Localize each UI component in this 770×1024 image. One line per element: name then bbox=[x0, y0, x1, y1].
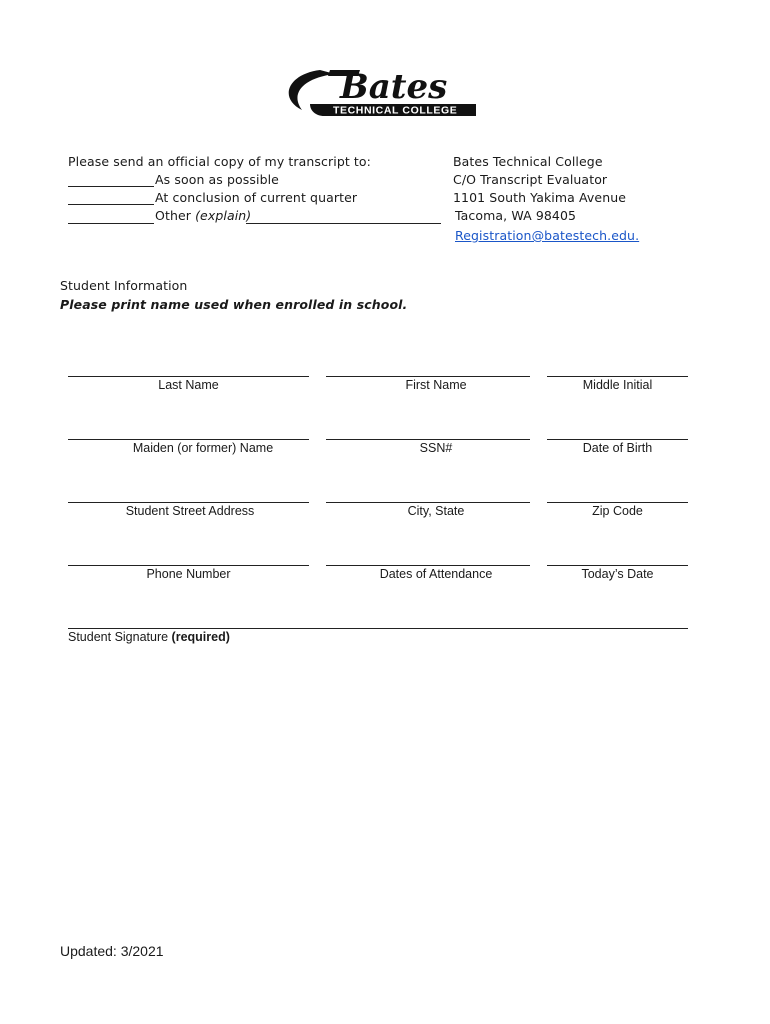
signature-text: Student Signature bbox=[68, 630, 172, 644]
bates-logo bbox=[280, 64, 480, 122]
signature-field[interactable] bbox=[68, 628, 688, 629]
quarter-option: At conclusion of current quarter bbox=[155, 190, 358, 205]
city-state-label: City, State bbox=[407, 504, 465, 518]
zip-field[interactable] bbox=[547, 502, 688, 503]
address-line1: Bates Technical College bbox=[453, 154, 603, 169]
request-intro: Please send an official copy of my transcript to: bbox=[68, 154, 371, 169]
last-name-label: Last Name bbox=[158, 378, 219, 392]
updated-date: Updated: 3/2021 bbox=[60, 943, 164, 959]
maiden-name-label: Maiden (or former) Name bbox=[132, 441, 274, 455]
logo-graphic bbox=[280, 64, 480, 122]
attendance-label: Dates of Attendance bbox=[379, 567, 493, 581]
other-option bbox=[155, 208, 251, 223]
zip-label: Zip Code bbox=[592, 504, 643, 518]
first-name-label: First Name bbox=[405, 378, 467, 392]
registration-email-link[interactable]: Registration@batestech.edu. bbox=[455, 228, 640, 243]
street-field[interactable] bbox=[68, 502, 309, 503]
today-field[interactable] bbox=[547, 565, 688, 566]
ssn-field[interactable] bbox=[326, 439, 530, 440]
other-blank[interactable] bbox=[68, 223, 154, 224]
student-info-note: Please print name used when enrolled in school. bbox=[60, 297, 408, 312]
other-explain-field[interactable] bbox=[246, 223, 441, 224]
street-label: Student Street Address bbox=[125, 504, 255, 518]
quarter-blank[interactable] bbox=[68, 204, 154, 205]
asap-option: As soon as possible bbox=[155, 172, 279, 187]
dob-label: Date of Birth bbox=[582, 441, 653, 455]
logo-subline: TECHNICAL COLLEGE bbox=[333, 104, 458, 117]
city-state-field[interactable] bbox=[326, 502, 530, 503]
attendance-field[interactable] bbox=[326, 565, 530, 566]
phone-field[interactable] bbox=[68, 565, 309, 566]
signature-required: (required) bbox=[171, 630, 230, 644]
first-name-field[interactable] bbox=[326, 376, 530, 377]
middle-initial-field[interactable] bbox=[547, 376, 688, 377]
signature-label bbox=[68, 630, 230, 644]
asap-blank[interactable] bbox=[68, 186, 154, 187]
address-line3: 1101 South Yakima Avenue bbox=[453, 190, 627, 205]
today-label: Today’s Date bbox=[581, 567, 654, 581]
address-line4: Tacoma, WA 98405 bbox=[455, 208, 577, 223]
address-line2: C/O Transcript Evaluator bbox=[453, 172, 608, 187]
student-info-heading: Student Information bbox=[60, 278, 188, 293]
last-name-field[interactable] bbox=[68, 376, 309, 377]
other-label: Other bbox=[155, 208, 196, 223]
phone-label: Phone Number bbox=[146, 567, 231, 581]
maiden-name-field[interactable] bbox=[68, 439, 309, 440]
middle-initial-label: Middle Initial bbox=[582, 378, 653, 392]
other-explain: (explain) bbox=[195, 208, 252, 223]
logo-wordmark: Bates bbox=[340, 67, 448, 107]
dob-field[interactable] bbox=[547, 439, 688, 440]
ssn-label: SSN# bbox=[419, 441, 453, 455]
